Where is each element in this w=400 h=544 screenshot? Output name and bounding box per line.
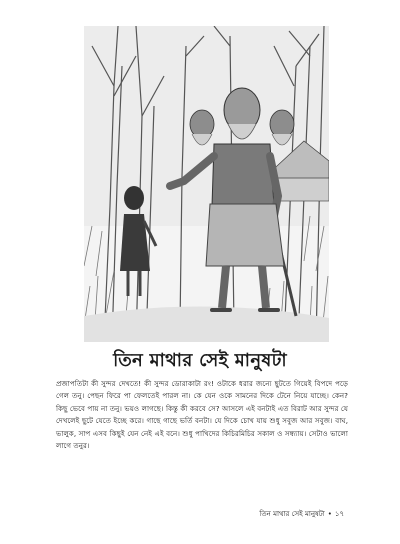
body-paragraph: প্রজাপতিটা কী সুন্দর দেখতে! কী সুন্দর ডোরাকাটা রং! ওটাকে ধরার জন্যে ছুটতে গিয়েই বিপদে পড়ে গেল তনু। পেছন ফিরে পা ফেলতেই পারল না। কে যেন ওকে সামনের দিকে টেনে নিয়ে যাচ্ছে। কেন? কিছু ভেবে পায় না তনু। ভয়ও লাগছে। কিন্তু কী করবে সে? আসলে এই বনটাই এত বিরাট আর সুন্দর যে দেখলেই ছুটে যেতে ইচ্ছে করে। গাছে গাছে ভর্তি বনটা। যে দিকে চোখ যায় শুধু সবুজ আর সবুজ। বাঘ, ভালুক, সাপ এসব কিছুই যেন নেই এই বনে। শুধু পাখিদের কিচিরমিচির সকাল ও সন্ধ্যায়। সেটাও ভালো লাগে তনুর। [56, 379, 348, 451]
three-headed-man-and-girl-in-forest-illustration [84, 26, 329, 342]
page-number: ১৭ [334, 510, 344, 518]
chapter-title: তিন মাথার সেই মানুষটা [113, 350, 287, 371]
running-title: তিন মাথার সেই মানুষটা [259, 510, 325, 518]
illustration [84, 26, 329, 342]
footer-separator: • [327, 510, 332, 518]
page-footer [259, 508, 344, 520]
